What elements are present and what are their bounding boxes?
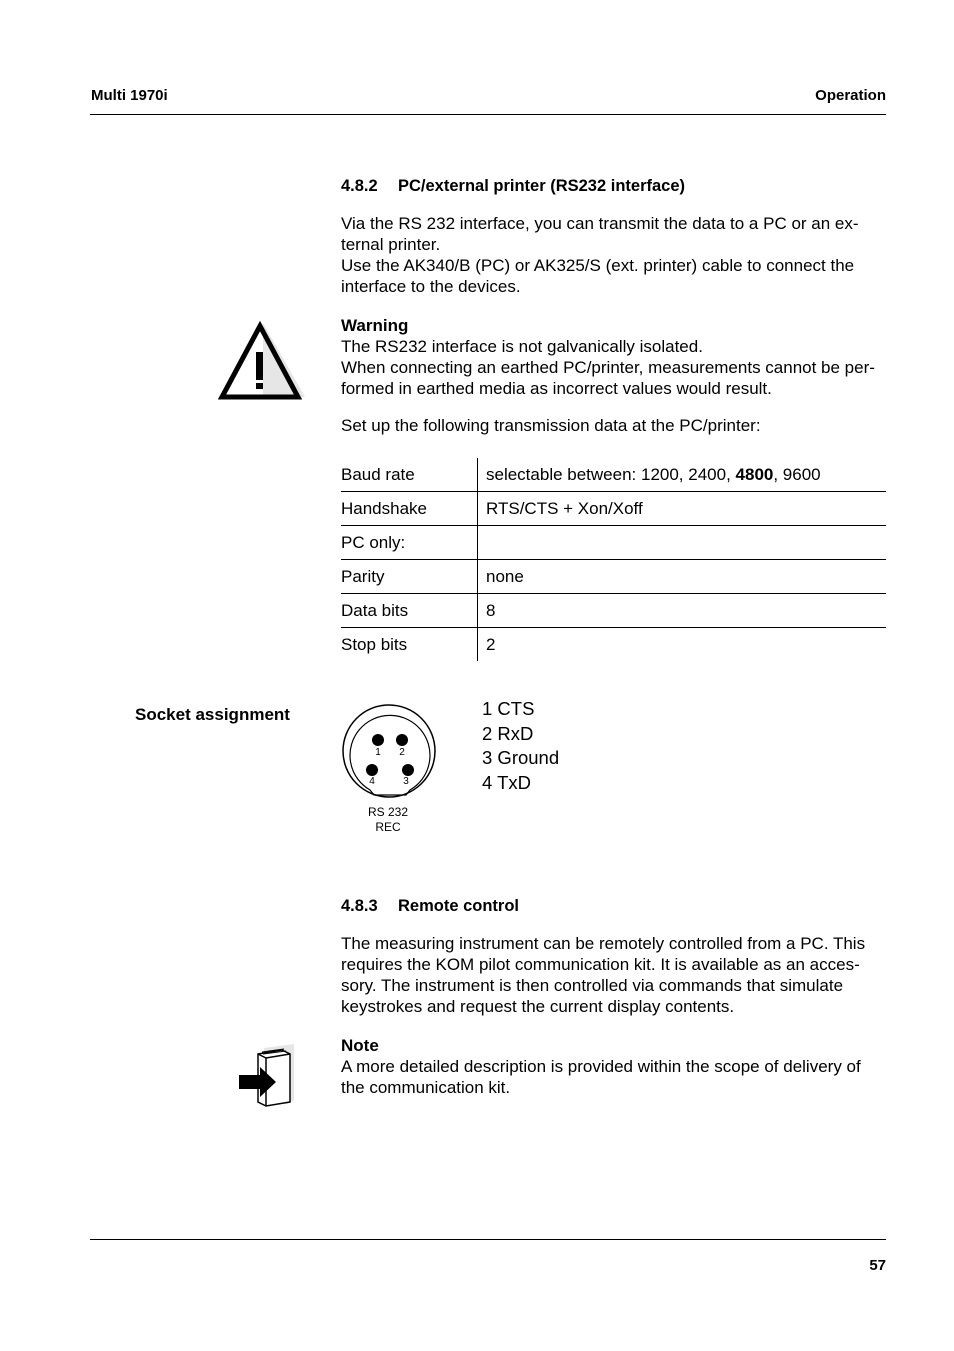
pin-label: 3 (403, 776, 409, 787)
rs232-socket-diagram (340, 703, 440, 838)
text-line: ternal printer. (341, 235, 441, 254)
text-line: the communication kit. (341, 1078, 511, 1097)
text-line: Via the RS 232 interface, you can transmit the data to a PC or an ex- (341, 214, 859, 233)
list-item: 2 RxD (482, 722, 534, 744)
row-label: PC only: (341, 526, 478, 560)
text-line: When connecting an earthed PC/printer, measurements cannot be per- (341, 358, 875, 377)
text-line: keystrokes and request the current display contents. (341, 997, 735, 1016)
header-title: Multi 1970i (91, 87, 168, 104)
note-box (341, 1035, 901, 1098)
row-label: Stop bits (341, 628, 478, 662)
text-line: sory. The instrument is then controlled via commands that simulate (341, 976, 844, 995)
table-row (341, 560, 886, 594)
table-row (341, 492, 886, 526)
table-row (341, 526, 886, 560)
warning-box (341, 315, 901, 399)
list-item: 1 CTS (482, 698, 535, 719)
section-heading-4-8-2 (341, 177, 685, 196)
row-label: Parity (341, 560, 478, 594)
section-title: Remote control (398, 897, 520, 915)
setup-text: Set up the following transmission data at the PC/printer: (341, 416, 761, 435)
row-value: RTS/CTS + Xon/Xoff (478, 492, 887, 526)
note-title: Note (341, 1036, 379, 1055)
text-line: The measuring instrument can be remotely controlled from a PC. This (341, 934, 866, 953)
list-item: 3 Ground (482, 747, 560, 768)
text-line: Use the AK340/B (PC) or AK325/S (ext. printer) cable to connect the (341, 256, 855, 275)
header-section: Operation (815, 87, 886, 104)
list-item: 4 TxD (482, 771, 532, 793)
section-number: 4.8.2 (341, 177, 378, 195)
pin-label: 2 (399, 747, 405, 758)
text-line: formed in earthed media as incorrect values would result. (341, 379, 772, 398)
text-line: A more detailed description is provided within the scope of delivery of (341, 1057, 861, 1076)
text-line: interface to the devices. (341, 277, 521, 296)
page-number: 57 (869, 1257, 886, 1274)
table-row (341, 594, 886, 628)
row-value: 8 (478, 594, 887, 628)
row-value: selectable between: 1200, 2400, 4800, 9600 (486, 464, 821, 484)
text-line: requires the KOM pilot communication kit. It is available as an acces- (341, 955, 860, 974)
diagram-caption: REC (375, 820, 401, 834)
book-reference-icon (236, 1042, 298, 1108)
table-row (341, 458, 886, 492)
row-value: 2 (478, 628, 887, 662)
row-label: Handshake (341, 492, 478, 526)
row-value (478, 526, 887, 560)
table-row (341, 628, 886, 662)
transmission-table (341, 458, 886, 661)
footer-rule (90, 1239, 886, 1240)
row-label: Data bits (341, 594, 478, 628)
socket-assignment-label: Socket assignment (135, 705, 290, 724)
pin-label: 1 (375, 747, 381, 758)
warning-icon (218, 320, 308, 400)
section-title: PC/external printer (RS232 interface) (398, 177, 686, 195)
remote-control-paragraph (341, 933, 901, 1017)
row-label: Baud rate (341, 458, 478, 492)
diagram-caption: RS 232 (367, 805, 409, 819)
pin-label: 4 (369, 776, 375, 787)
intro-paragraph (341, 213, 889, 297)
pin-assignment-list (482, 697, 559, 795)
section-number: 4.8.3 (341, 897, 378, 915)
row-value: none (478, 560, 887, 594)
header-rule (90, 114, 886, 115)
text-line: The RS232 interface is not galvanically isolated. (341, 337, 703, 356)
section-heading-4-8-3 (341, 897, 519, 916)
warning-title: Warning (341, 316, 409, 335)
